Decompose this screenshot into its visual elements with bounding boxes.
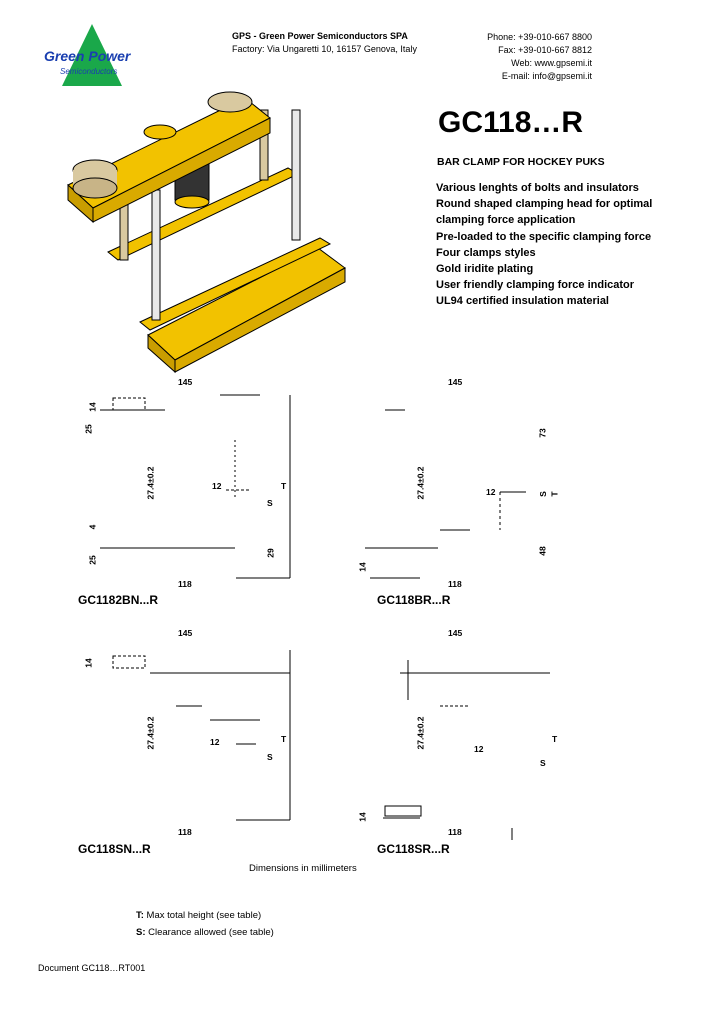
list-item: Four clamps styles: [436, 246, 536, 259]
dim-label: 118: [178, 579, 192, 589]
dim-label: 14: [357, 562, 368, 572]
list-item: Round shaped clamping head for optimal: [436, 198, 653, 211]
dim-label: 27.4±0.2: [145, 716, 156, 750]
model-label: GC118SN...R: [78, 842, 151, 856]
dim-label: 73: [537, 428, 548, 438]
dim-label: S: [267, 498, 273, 508]
dim-label: S: [540, 758, 546, 768]
dim-label: 12: [474, 744, 484, 754]
company-address: Factory: Via Ungaretti 10, 16157 Genova, Italy: [232, 44, 417, 54]
dim-label: 118: [178, 827, 192, 837]
dim-label: 25: [83, 424, 94, 434]
dim-label: 27.4±0.2: [415, 716, 426, 750]
t-note-text: Max total height (see table): [143, 910, 262, 921]
list-item: Pre-loaded to the specific clamping force: [436, 230, 652, 243]
dim-label: 118: [448, 579, 462, 589]
company-name: GPS - Green Power Semiconductors SPA: [232, 31, 408, 41]
dim-label: T: [281, 481, 287, 491]
list-item: UL94 certified insulation material: [436, 295, 609, 308]
dim-label: 118: [448, 827, 462, 837]
t-note-label: T:: [136, 910, 144, 921]
email-link[interactable]: E-mail: info@gpsemi.it: [501, 71, 592, 81]
dim-label: 12: [486, 487, 496, 497]
list-item: Various lenghts of bolts and insulators: [436, 182, 639, 194]
dim-label: 4: [87, 524, 98, 530]
dim-label: T: [549, 491, 560, 497]
s-note: [136, 927, 274, 938]
dim-label: 14: [83, 658, 94, 668]
dim-label: 12: [212, 481, 222, 491]
document-id: Document GC118…RT001: [38, 963, 146, 973]
list-item: Gold iridite plating: [436, 263, 534, 276]
model-label: GC118BR...R: [377, 593, 451, 607]
dim-label: 27.4±0.2: [415, 466, 426, 500]
product-title: GC118…R: [438, 106, 584, 139]
dim-label: 25: [87, 555, 98, 565]
product-subtitle: BAR CLAMP FOR HOCKEY PUKS: [437, 156, 605, 168]
dim-label: 145: [448, 377, 463, 387]
fax: Fax: +39-010-667 8812: [498, 45, 592, 55]
model-label: GC1182BN...R: [78, 593, 159, 607]
web-link[interactable]: Web: www.gpsemi.it: [511, 58, 592, 68]
dim-label: 12: [210, 737, 220, 747]
dim-label: S: [537, 491, 548, 497]
dim-label: T: [552, 734, 558, 744]
units-note: Dimensions in millimeters: [249, 863, 357, 874]
dim-label: 48: [537, 546, 548, 556]
dim-label: 145: [178, 628, 193, 638]
logo-name: Green Power: [44, 48, 131, 64]
phone: Phone: +39-010-667 8800: [487, 32, 592, 42]
dim-label: 145: [448, 628, 463, 638]
dim-label: 27.4±0.2: [145, 466, 156, 500]
logo-tagline: Semiconductors: [60, 67, 118, 76]
s-note-text: Clearance allowed (see table): [145, 927, 274, 938]
dim-label: 14: [87, 402, 98, 412]
t-note: [136, 910, 261, 921]
dim-label: 14: [357, 812, 368, 822]
dim-label: 29: [265, 548, 276, 558]
model-label: GC118SR...R: [377, 842, 450, 856]
dim-label: S: [267, 752, 273, 762]
list-item: clamping force application: [436, 214, 576, 227]
dim-label: 145: [178, 377, 193, 387]
s-note-label: S:: [136, 927, 146, 938]
list-item: User friendly clamping force indicator: [436, 279, 635, 292]
dim-label: T: [281, 734, 287, 744]
